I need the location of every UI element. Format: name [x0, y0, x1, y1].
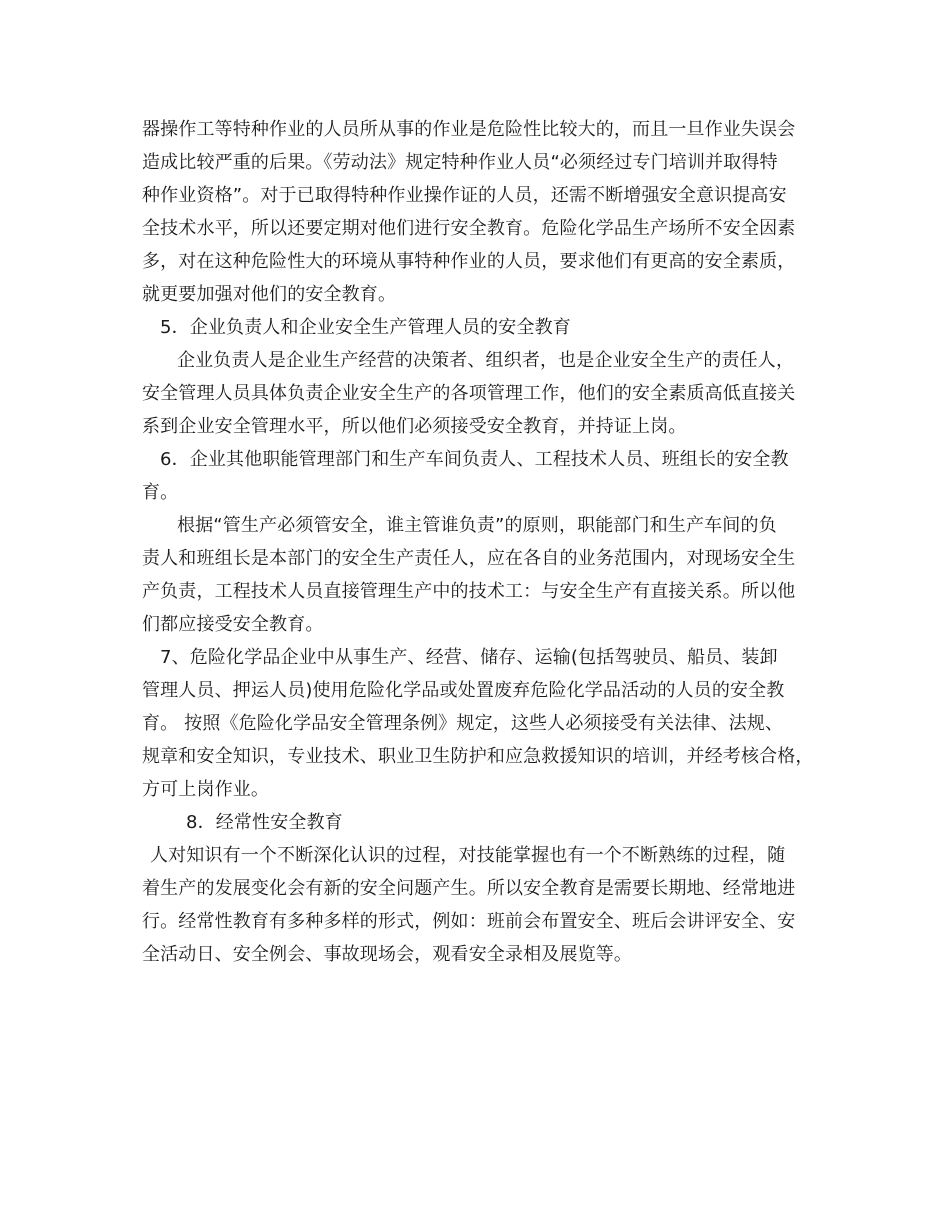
- body-line: 们都应接受安全教育。: [142, 614, 324, 635]
- body-line: 造成比较严重的后果。《劳动法》规定特种作业人员“必须经过专门培训并取得特: [142, 152, 778, 173]
- section-heading: 育。: [142, 482, 179, 503]
- body-line: 行。经常性教育有多种多样的形式，例如：班前会布置安全、班后会讲评安全、安: [142, 911, 796, 932]
- section-heading: 5．企业负责人和企业安全生产管理人员的安全教育: [160, 317, 571, 338]
- body-line: 安全管理人员具体负责企业安全生产的各项管理工作，他们的安全素质高低直接关: [142, 383, 796, 404]
- section-heading: 7、危险化学品企业中从事生产、经营、储存、运输(包括驾驶员、船员、装卸: [160, 647, 778, 668]
- body-line: 系到企业安全管理水平，所以他们必须接受安全教育，并持证上岗。: [142, 416, 687, 437]
- body-line: 就更要加强对他们的安全教育。: [142, 284, 397, 305]
- section-heading: 8．经常性安全教育: [186, 812, 343, 833]
- body-line: 多，对在这种危险性大的环境从事特种作业的人员，要求他们有更高的安全素质，: [142, 251, 796, 272]
- body-line: 企业负责人是企业生产经营的决策者、组织者，也是企业安全生产的责任人，: [177, 350, 795, 371]
- body-line: 规章和安全知识，专业技术、职业卫生防护和应急救援知识的培训，并经考核合格，: [142, 746, 814, 767]
- body-line: 器操作工等特种作业的人员所从事的作业是危险性比较大的，而且一旦作业失误会: [142, 119, 796, 140]
- section-heading: 6．企业其他职能管理部门和生产车间负责人、工程技术人员、班组长的安全教: [160, 449, 789, 470]
- body-line: 着生产的发展变化会有新的安全问题产生。所以安全教育是需要长期地、经常地进: [142, 878, 796, 899]
- body-line: 全技术水平，所以还要定期对他们进行安全教育。危险化学品生产场所不安全因素: [142, 218, 796, 239]
- body-line: 根据“管生产必须管安全，谁主管谁负责”的原则，职能部门和生产车间的负: [177, 515, 777, 536]
- body-line: 责人和班组长是本部门的安全生产责任人，应在各自的业务范围内，对现场安全生: [142, 548, 796, 569]
- body-line: 人对知识有一个不断深化认识的过程，对技能掌握也有一个不断熟练的过程，随: [150, 845, 786, 866]
- body-line: 种作业资格”。对于已取得特种作业操作证的人员，还需不断增强安全意识提高安: [142, 185, 787, 206]
- body-line: 管理人员、押运人员)使用危险化学品或处置废弃危险化学品活动的人员的安全教: [142, 680, 785, 701]
- body-line: 产负责，工程技术人员直接管理生产中的技术工：与安全生产有直接关系。所以他: [142, 581, 796, 602]
- body-line: 方可上岗作业。: [142, 779, 270, 800]
- body-line: 育。 按照《危险化学品安全管理条例》规定，这些人必须接受有关法律、法规、: [142, 713, 784, 734]
- body-line: 全活动日、安全例会、事故现场会，观看安全录相及展览等。: [142, 944, 633, 965]
